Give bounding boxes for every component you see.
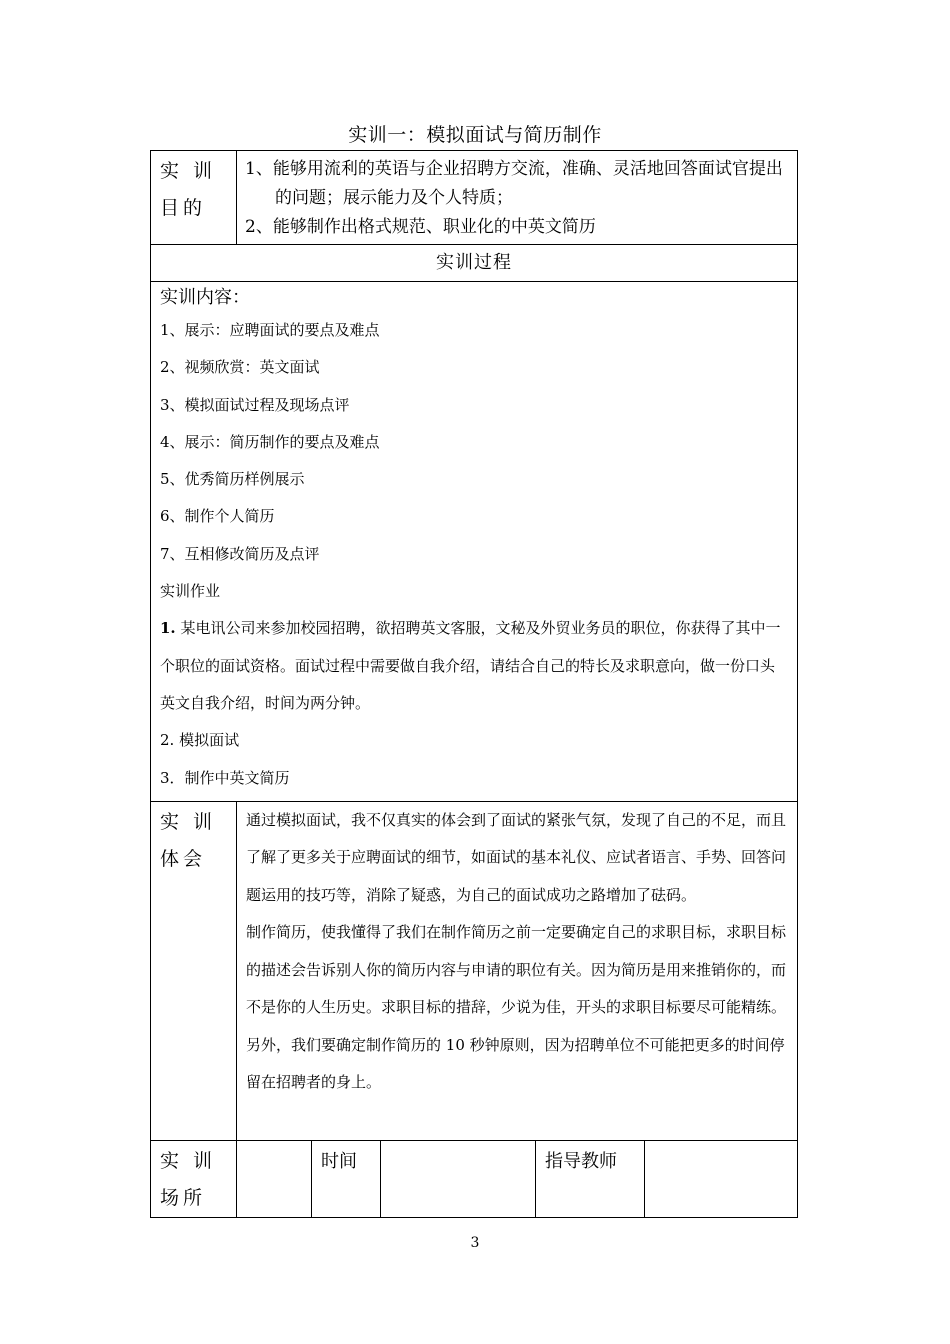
content-item: 6、制作个人简历 <box>160 507 275 526</box>
homework-text: 某电讯公司来参加校园招聘，欲招聘英文客服，文秘及外贸业务员的职位，你获得了其中一个职位的面试资格。面试过程中需要做自我介绍，请结合自己的特长及求职意向，做一份口头英文自我介绍，时间为两分钟。 <box>160 619 781 712</box>
purpose-item: 1、能够用流利的英语与企业招聘方交流，准确、灵活地回答面试官提出的问题；展示能力及个人特质； <box>245 159 783 208</box>
content-row <box>151 282 798 802</box>
teacher-label: 指导教师 <box>536 1140 645 1217</box>
content-cell <box>151 282 798 802</box>
purpose-item: 2、能够制作出格式规范、职业化的中英文简历 <box>245 217 596 237</box>
content-item: 5、优秀简历样例展示 <box>160 470 305 489</box>
place-label: 实 训 场所 <box>151 1140 237 1217</box>
content-item: 3、模拟面试过程及现场点评 <box>160 395 350 414</box>
footer-row <box>151 1140 798 1217</box>
document-title: 实训一：模拟面试与简历制作 <box>348 124 602 146</box>
reflection-row <box>151 801 798 1140</box>
homework-item <box>160 610 788 722</box>
reflection-content <box>237 801 798 1140</box>
reflection-paragraph: 通过模拟面试，我不仅真实的体会到了面试的紧张气氛，发现了自己的不足，而且了解了更多关于应聘面试的细节，如面试的基本礼仪、应试者语言、手势、回答问题运用的技巧等，消除了疑惑，为自己的面试成功之路增加了砝码。 <box>246 810 787 904</box>
training-table <box>150 150 798 1218</box>
time-label: 时间 <box>312 1140 381 1217</box>
time-value <box>381 1140 536 1217</box>
homework-number: 1. <box>160 619 176 638</box>
content-item: 2、视频欣赏：英文面试 <box>160 358 320 377</box>
content-item: 1、展示：应聘面试的要点及难点 <box>160 321 380 339</box>
content-heading: 实训内容： <box>160 287 250 308</box>
reflection-label: 实 训 体会 <box>151 801 237 1140</box>
purpose-content <box>237 151 798 245</box>
content-item: 4、展示：简历制作的要点及难点 <box>160 432 380 451</box>
content-item: 7、互相修改简历及点评 <box>160 544 320 563</box>
place-value <box>237 1140 312 1217</box>
reflection-paragraph: 制作简历，使我懂得了我们在制作简历之前一定要确定自己的求职目标，求职目标的描述会告诉别人你的简历内容与申请的职位有关。因为简历是用来推销你的，而不是你的人生历史。求职目标的措辞，少说为佳，开头的求职目标要尽可能精练。另外，我们要确定制作简历的 10 秒钟原则，因为招聘单位不可能把更多的时间停留在招聘者的身上。 <box>246 923 787 1092</box>
teacher-value <box>645 1140 798 1217</box>
process-header: 实训过程 <box>151 245 798 282</box>
process-header-row <box>151 245 798 282</box>
purpose-label: 实 训 目的 <box>151 151 237 245</box>
page-number: 3 <box>470 1235 480 1251</box>
purpose-row <box>151 151 798 245</box>
homework-heading: 实训作业 <box>160 582 221 601</box>
homework-item: 2. 模拟面试 <box>160 731 240 750</box>
homework-item: 3．制作中英文简历 <box>160 768 290 787</box>
